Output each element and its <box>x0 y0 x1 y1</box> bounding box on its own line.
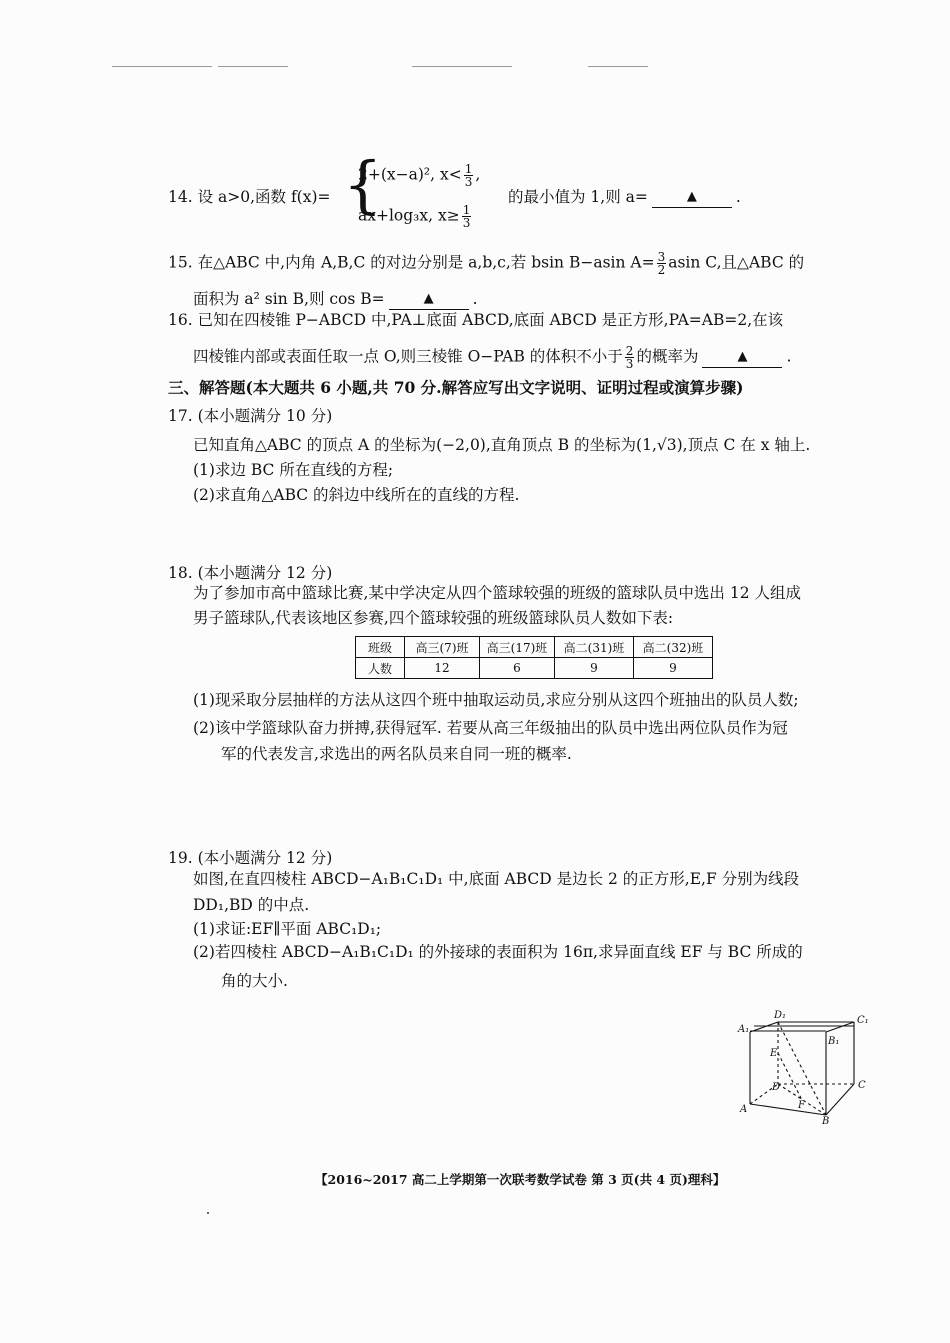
edge-c1b1 <box>826 1022 854 1032</box>
table-cell: 9 <box>555 658 634 679</box>
table-cell: 12 <box>405 658 480 679</box>
label-b1: B₁ <box>828 1036 840 1047</box>
q14-brace: { <box>343 148 383 221</box>
label-a1: A₁ <box>738 1024 750 1035</box>
q17-line3: (2)求直角△ABC 的斜边中线所在的直线的方程. <box>193 486 520 504</box>
label-f: F <box>798 1100 805 1111</box>
answer-blank-14[interactable]: ▲ <box>652 185 732 208</box>
q14-case1: 2+(x−a)², x< $\frac{1}{3}$ , <box>358 162 481 189</box>
scan-dot <box>207 1212 209 1214</box>
class-table <box>355 636 713 679</box>
table-cell: 高二(31)班 <box>555 637 634 658</box>
table-row-label: 人数 <box>356 658 405 679</box>
q19-head: 19. (本小题满分 12 分) <box>168 849 333 867</box>
top-dash-3 <box>412 66 512 67</box>
q14-case2: ax+log₃x, x≥ $\frac{1}{3}$ <box>358 203 471 230</box>
section-3-heading: 三、解答题(本大题共 6 小题,共 70 分.解答应写出文字说明、证明过程或演算步骤) <box>168 378 744 397</box>
table-cell: 高二(32)班 <box>634 637 713 658</box>
q19-line2: DD₁,BD 的中点. <box>193 896 310 914</box>
label-c: C <box>858 1080 866 1091</box>
q18-line4: (2)该中学篮球队奋力拼搏,获得冠军. 若要从高三年级抽出的队员中选出两位队员作为冠 <box>193 719 788 737</box>
top-dash-4 <box>588 66 648 67</box>
q18-line3: (1)现采取分层抽样的方法从这四个班中抽取运动员,求应分别从这四个班抽出的队员人数; <box>193 691 799 709</box>
answer-blank-15[interactable]: ▲ <box>389 287 469 310</box>
q16-line2: 四棱锥内部或表面任取一点 O,则三棱锥 O−PAB 的体积不小于 $\frac{2}{3}$ 的概率为 ▲ . <box>193 344 792 371</box>
q19-line5: 角的大小. <box>221 972 288 990</box>
q15-line1: 15. 在△ABC 中,内角 A,B,C 的对边分别是 a,b,c,若 bsin B−asin A= $\frac{3}{2}$ asin C,且△ABC 的 <box>168 250 805 277</box>
table-cell: 高三(17)班 <box>480 637 555 658</box>
top-dash-2 <box>218 66 288 67</box>
q19-line3: (1)求证:EF∥平面 ABC₁D₁; <box>193 920 382 938</box>
label-e: E <box>770 1048 778 1059</box>
q17-head: 17. (本小题满分 10 分) <box>168 407 333 425</box>
prism-figure <box>730 1010 875 1127</box>
q14-prefix: 14. 设 a>0,函数 f(x)= <box>168 188 331 206</box>
answer-blank-16[interactable]: ▲ <box>702 345 782 368</box>
edge-ab <box>750 1104 826 1115</box>
top-dash-1 <box>112 66 212 67</box>
q19-line1: 如图,在直四棱柱 ABCD−A₁B₁C₁D₁ 中,底面 ABCD 是边长 2 的正方形,E,F 分别为线段 <box>193 870 800 888</box>
page-footer: 【2016~2017 高二上学期第一次联考数学试卷 第 3 页(共 4 页)理科】 <box>315 1172 726 1187</box>
q17-line1: 已知直角△ABC 的顶点 A 的坐标为(−2,0),直角顶点 B 的坐标为(1,√3),顶点 C 在 x 轴上. <box>193 436 811 454</box>
table-row <box>356 637 713 658</box>
table-cell: 6 <box>480 658 555 679</box>
table-row <box>356 658 713 679</box>
label-a: A <box>740 1104 748 1115</box>
table-row-label: 班级 <box>356 637 405 658</box>
q14-suffix: 的最小值为 1,则 a= ▲ . <box>508 187 741 210</box>
q19-line4: (2)若四棱柱 ABCD−A₁B₁C₁D₁ 的外接球的表面积为 16π,求异面直线 EF 与 BC 所成的 <box>193 943 803 961</box>
q17-line2: (1)求边 BC 所在直线的方程; <box>193 461 394 479</box>
q18-head: 18. (本小题满分 12 分) <box>168 564 333 582</box>
q18-line5: 军的代表发言,求选出的两名队员来自同一班的概率. <box>221 745 572 763</box>
label-b: B <box>822 1116 830 1127</box>
q15-line2: 面积为 a² sin B,则 cos B= ▲ . <box>193 289 478 312</box>
q16-line1: 16. 已知在四棱锥 P−ABCD 中,PA⊥底面 ABCD,底面 ABCD 是正方形,PA=AB=2,在该 <box>168 311 784 329</box>
label-d: D <box>772 1082 781 1093</box>
edge-bc <box>826 1084 854 1115</box>
table-cell: 9 <box>634 658 713 679</box>
segment-ef <box>778 1053 802 1100</box>
label-c1: C₁ <box>857 1015 869 1026</box>
table-cell: 高三(7)班 <box>405 637 480 658</box>
q18-line2: 男子篮球队,代表该地区参赛,四个篮球较强的班级篮球队员人数如下表: <box>193 609 674 627</box>
label-d1: D₁ <box>774 1010 787 1021</box>
q18-line1: 为了参加市高中篮球比赛,某中学决定从四个篮球较强的班级的篮球队员中选出 12 人组成 <box>193 584 802 602</box>
